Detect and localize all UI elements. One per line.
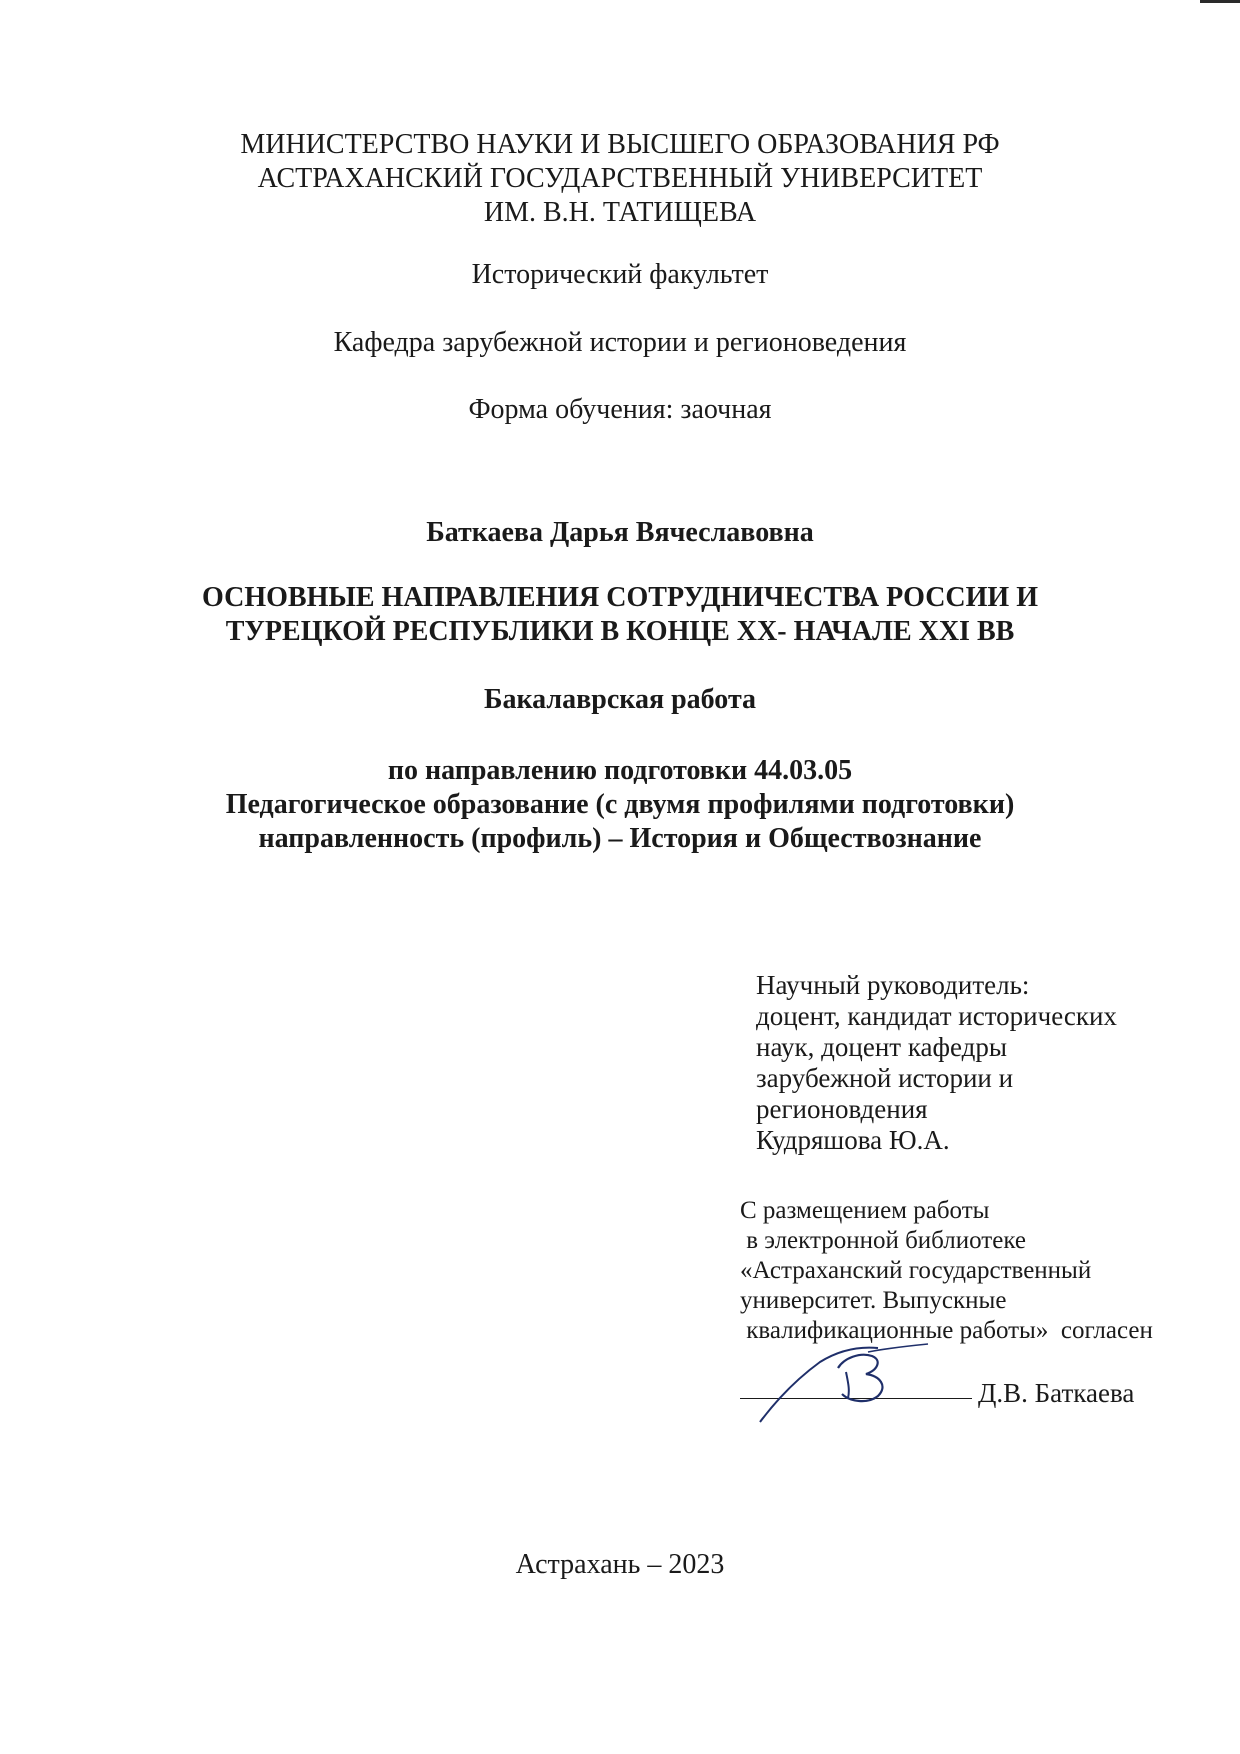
consent-line: университет. Выпускные bbox=[740, 1287, 1007, 1314]
university-name-line: ИМ. В.Н. ТАТИЩЕВА bbox=[483, 197, 757, 228]
study-form: Форма обучения: заочная bbox=[468, 394, 772, 425]
advisor-line: доцент, кандидат исторических bbox=[756, 1001, 1117, 1031]
advisor-line: наук, доцент кафедры bbox=[756, 1032, 1008, 1062]
advisor-line: регионовдения bbox=[756, 1094, 928, 1124]
study-direction bbox=[0, 754, 1240, 856]
direction-line: Педагогическое образование (с двумя профилями подготовки) bbox=[225, 789, 1015, 820]
advisor-name: Кудряшова Ю.А. bbox=[756, 1125, 950, 1155]
thesis-title bbox=[0, 581, 1240, 649]
consent-line: «Астраханский государственный bbox=[740, 1257, 1092, 1284]
library-consent bbox=[740, 1196, 1200, 1346]
ministry-header bbox=[0, 128, 1240, 230]
signer-name: Д.В. Баткаева bbox=[978, 1378, 1135, 1408]
advisor-line: зарубежной истории и bbox=[756, 1063, 1014, 1093]
scan-edge-mark bbox=[1200, 0, 1240, 3]
direction-line: направленность (профиль) – История и Обществознание bbox=[258, 823, 982, 854]
scientific-advisor bbox=[756, 970, 1186, 1156]
city-year: Астрахань – 2023 bbox=[515, 1549, 725, 1580]
consent-line: С размещением работы bbox=[740, 1197, 990, 1224]
ministry-line: МИНИСТЕРСТВО НАУКИ И ВЫСШЕГО ОБРАЗОВАНИЯ РФ bbox=[240, 129, 1000, 160]
department: Кафедра зарубежной истории и регионоведения bbox=[333, 327, 907, 358]
direction-line: по направлению подготовки 44.03.05 bbox=[387, 755, 853, 786]
faculty: Исторический факультет bbox=[471, 259, 769, 290]
author-name: Баткаева Дарья Вячеславовна bbox=[426, 517, 814, 548]
thesis-title-line: ТУРЕЦКОЙ РЕСПУБЛИКИ В КОНЦЕ ХХ- НАЧАЛЕ XXI ВВ bbox=[225, 616, 1015, 647]
handwritten-signature bbox=[738, 1338, 978, 1428]
consent-line: в электронной библиотеке bbox=[740, 1227, 1026, 1254]
signature-block bbox=[738, 1338, 1218, 1418]
university-line: АСТРАХАНСКИЙ ГОСУДАРСТВЕННЫЙ УНИВЕРСИТЕТ bbox=[257, 163, 983, 194]
consent-line: квалификационные работы» согласен bbox=[740, 1317, 1153, 1344]
thesis-title-line: ОСНОВНЫЕ НАПРАВЛЕНИЯ СОТРУДНИЧЕСТВА РОССИИ И bbox=[202, 582, 1038, 613]
work-type: Бакалаврская работа bbox=[483, 684, 757, 715]
advisor-line: Научный руководитель: bbox=[756, 970, 1030, 1000]
